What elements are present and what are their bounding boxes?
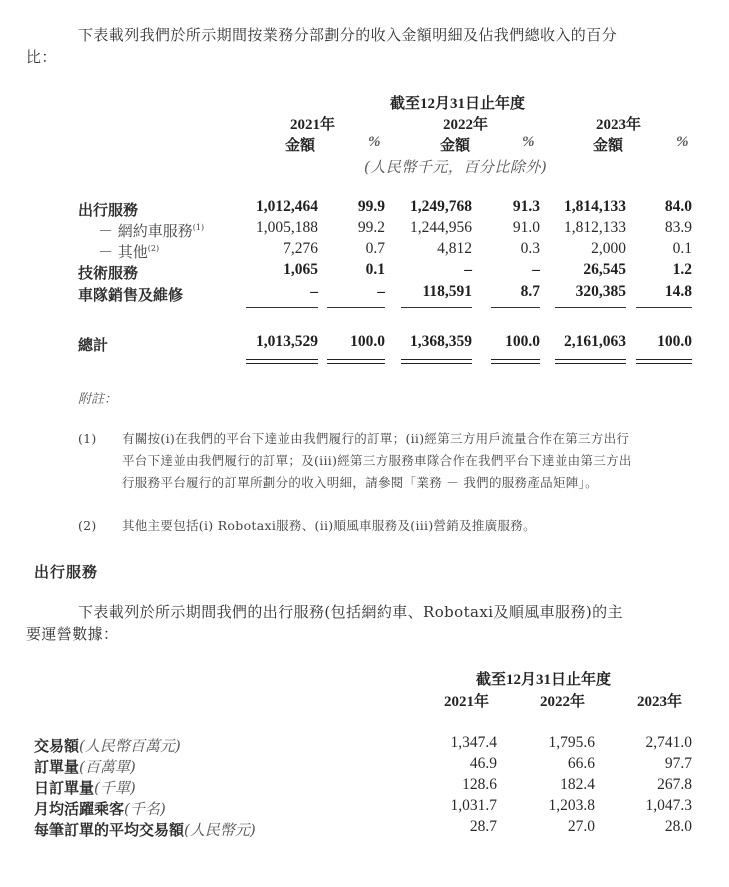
ops-year-header-2022: 2022年 — [540, 694, 586, 710]
operating-cell: 1,203.8 — [548, 797, 595, 814]
total-cell: 100.0 — [657, 333, 692, 350]
operating-row-label — [34, 777, 136, 798]
revenue-cell: 0.7 — [365, 240, 385, 257]
note-2-text — [122, 515, 536, 537]
revenue-cell: 0.3 — [520, 240, 540, 257]
metric-unit: (人民幣元) — [184, 821, 256, 839]
operating-cell: 46.9 — [469, 755, 497, 772]
subtotal-rule — [401, 307, 472, 308]
row-label-text: 技術服務 — [78, 264, 139, 282]
pct-header-2021: % — [368, 134, 381, 150]
total-double-rule — [555, 359, 626, 364]
amount-header-2021: 金額 — [285, 138, 316, 154]
total-label: 總計 — [78, 336, 109, 354]
revenue-cell: 1,005,188 — [256, 219, 318, 236]
subtotal-rule — [491, 307, 540, 308]
note-1-line-1: 有關按(i)在我們的平台下達並由我們履行的訂單；(ii)經第三方用戶流量合作在第三方出行 — [122, 431, 630, 446]
notes-heading: 附註： — [78, 392, 118, 407]
operating-cell: 1,795.6 — [548, 734, 595, 751]
metric-unit: (人民幣百萬元) — [79, 737, 181, 755]
operating-row-label — [34, 756, 136, 777]
revenue-cell: 0.1 — [672, 240, 692, 257]
revenue-cell: 0.1 — [365, 261, 385, 278]
operating-cell: 1,031.7 — [450, 797, 497, 814]
operating-cell: 2,741.0 — [645, 734, 692, 751]
metric-unit: (千名) — [124, 800, 166, 818]
total-cell: 1,013,529 — [256, 333, 318, 350]
subtotal-rule — [246, 307, 318, 308]
operating-row-label — [34, 735, 181, 756]
section-intro-line-2: 要運營數據： — [26, 625, 119, 643]
row-label-text: 車隊銷售及維修 — [78, 286, 184, 304]
pct-header-2022: % — [522, 134, 535, 150]
metric-name: 每筆訂單的平均交易額 — [34, 821, 185, 839]
revenue-cell: 4,812 — [437, 240, 472, 257]
operating-row-label — [34, 819, 256, 840]
note-1-text — [122, 428, 632, 494]
total-double-rule — [401, 359, 472, 364]
total-double-rule — [636, 359, 692, 364]
revenue-cell: 1,249,768 — [410, 198, 472, 215]
section-intro-cont — [26, 623, 118, 645]
revenue-cell: 84.0 — [664, 198, 692, 215]
total-cell: 1,368,359 — [410, 333, 472, 350]
metric-unit: (千單) — [94, 779, 136, 797]
revenue-cell: 1,812,133 — [564, 219, 626, 236]
total-cell: 100.0 — [350, 333, 385, 350]
revenue-cell: 99.2 — [357, 219, 385, 236]
year-header-2021: 2021年 — [290, 117, 336, 133]
revenue-cell: 1,244,956 — [410, 219, 472, 236]
metric-name: 日訂單量 — [34, 779, 95, 797]
amount-header-2023: 金額 — [593, 138, 624, 154]
revenue-cell: – — [377, 283, 385, 300]
section-intro-line-1: 下表載列於所示期間我們的出行服務(包括網約車、Robotaxi及順風車服務)的主 — [78, 603, 623, 621]
footnote-ref: (1) — [192, 223, 205, 232]
row-label-text: 出行服務 — [78, 201, 139, 219]
note-1-marker: (1) — [78, 431, 97, 446]
row-label-text: － 其他 — [98, 243, 148, 261]
pct-header-2023: % — [676, 134, 689, 150]
revenue-cell: 83.9 — [664, 219, 692, 236]
subtotal-rule — [555, 307, 626, 308]
revenue-row-label — [98, 220, 204, 241]
metric-name: 月均活躍乘客 — [34, 800, 125, 818]
operating-cell: 66.6 — [567, 755, 595, 772]
total-double-rule — [491, 359, 540, 364]
total-cell: 100.0 — [505, 333, 540, 350]
operating-cell: 267.8 — [657, 776, 692, 793]
metric-name: 交易額 — [34, 737, 80, 755]
revenue-cell: 1,012,464 — [256, 198, 318, 215]
revenue-cell: 7,276 — [283, 240, 318, 257]
subtotal-rule — [327, 307, 385, 308]
operating-row-label — [34, 798, 166, 819]
note-2-marker: (2) — [78, 518, 97, 533]
revenue-cell: 8.7 — [520, 283, 540, 300]
revenue-cell: – — [532, 261, 540, 278]
revenue-cell: – — [464, 261, 472, 278]
amount-header-2022: 金額 — [440, 138, 471, 154]
revenue-row-label — [78, 262, 138, 283]
operating-cell: 182.4 — [560, 776, 595, 793]
revenue-cell: 320,385 — [575, 283, 626, 300]
operating-cell: 28.0 — [664, 818, 692, 835]
row-label-text: － 網約車服務 — [98, 222, 193, 240]
intro-line-2: 比： — [26, 48, 57, 66]
revenue-cell: 91.0 — [512, 219, 540, 236]
unit-note: (人民幣千元，百分比除外) — [364, 158, 548, 176]
revenue-cell: 1.2 — [672, 261, 692, 278]
metric-name: 訂單量 — [34, 758, 80, 776]
revenue-row-label — [98, 241, 159, 262]
revenue-cell: – — [310, 283, 318, 300]
operating-cell: 97.7 — [664, 755, 692, 772]
revenue-cell: 26,545 — [583, 261, 626, 278]
operating-cell: 1,347.4 — [450, 734, 497, 751]
ops-year-header-2021: 2021年 — [444, 694, 490, 710]
year-header-2022: 2022年 — [443, 117, 489, 133]
revenue-cell: 1,814,133 — [564, 198, 626, 215]
total-double-rule — [246, 359, 318, 364]
year-header-2023: 2023年 — [596, 117, 642, 133]
note-2-line-1: 其他主要包括(i) Robotaxi服務、(ii)順風車服務及(iii)營銷及推廣服務。 — [122, 518, 536, 533]
subtotal-rule — [636, 307, 692, 308]
metric-unit: (百萬單) — [79, 758, 136, 776]
section-intro — [78, 601, 623, 623]
intro-paragraph — [78, 24, 617, 46]
operating-cell: 27.0 — [567, 818, 595, 835]
note-1-line-2: 平台下達並由我們履行的訂單；及(iii)經第三方服務車隊合作在我們平台下達並由第三方出 — [122, 453, 632, 468]
revenue-cell: 14.8 — [664, 283, 692, 300]
intro-line-1: 下表載列我們於所示期間按業務分部劃分的收入金額明細及佔我們總收入的百分 — [78, 26, 618, 44]
ops-period-header: 截至12月31日止年度 — [476, 672, 612, 688]
operating-cell: 1,047.3 — [645, 797, 692, 814]
ops-year-header-2023: 2023年 — [637, 694, 683, 710]
operating-cell: 28.7 — [469, 818, 497, 835]
total-cell: 2,161,063 — [564, 333, 626, 350]
section-heading: 出行服務 — [34, 563, 99, 581]
operating-cell: 128.6 — [462, 776, 497, 793]
note-1-line-3: 行服務平台履行的訂單所劃分的收入明細，請參閱「業務 － 我們的服務產品矩陣」。 — [122, 475, 598, 490]
revenue-cell: 1,065 — [283, 261, 318, 278]
revenue-row-label — [78, 284, 183, 305]
revenue-row-label — [78, 199, 138, 220]
footnote-ref: (2) — [147, 244, 160, 253]
revenue-cell: 2,000 — [591, 240, 626, 257]
revenue-cell: 118,591 — [422, 283, 472, 300]
total-double-rule — [327, 359, 385, 364]
period-header: 截至12月31日止年度 — [390, 96, 526, 112]
revenue-cell: 91.3 — [512, 198, 540, 215]
intro-paragraph-cont — [26, 46, 57, 68]
revenue-cell: 99.9 — [357, 198, 385, 215]
